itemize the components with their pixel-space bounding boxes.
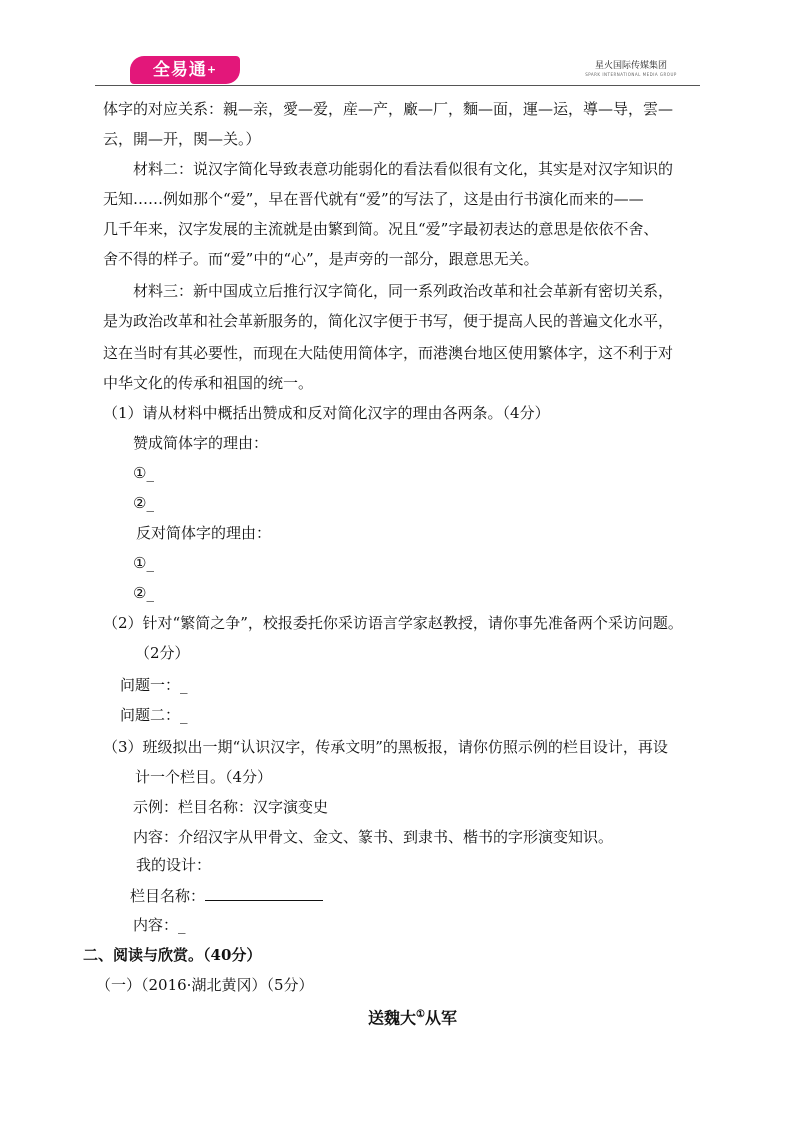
paragraph-line: 无知……例如那个“爱”，早在晋代就有“爱”的写法了，这是由行书演化而来的—— — [103, 190, 644, 208]
paragraph-line: 体字的对应关系：親—亲，愛—爱，産—产，廠—厂，麵—面，運—运，導—导，雲— — [103, 100, 674, 118]
brand-logo — [130, 56, 240, 84]
answer-blank: 内容：_ — [133, 916, 186, 934]
answer-blank: ①_ — [133, 464, 154, 482]
paragraph-line: 几千年来，汉字发展的主流就是由繁到简。况且“爱”字最初表达的意思是依依不舍、 — [103, 220, 659, 238]
section-heading: 二、阅读与欣赏。（40分） — [83, 946, 262, 964]
poem-title — [368, 1005, 457, 1028]
paragraph-line: 舍不得的样子。而“爱”中的“心”，是声旁的一部分，跟意思无关。 — [103, 250, 539, 268]
paragraph-line: 是为政治改革和社会革新服务的，简化汉字便于书写，便于提高人民的普遍文化水平， — [103, 312, 674, 330]
footnote-marker: ① — [416, 1009, 425, 1020]
brand-logo-star: + — [206, 63, 218, 76]
example-line: 内容：介绍汉字从甲骨文、金文、篆书、到隶书、楷书的字形演变知识。 — [133, 828, 614, 846]
paragraph-line: 材料二：说汉字简化导致表意功能弱化的看法看似很有文化，其实是对汉字知识的 — [133, 160, 674, 178]
answer-label: 赞成简体字的理由： — [133, 434, 269, 452]
header-divider — [95, 85, 700, 86]
answer-blank: ②_ — [133, 584, 154, 602]
design-column-name-label: 栏目名称： — [130, 887, 206, 905]
question-3: （3）班级拟出一期“认识汉字，传承文明”的黑板报，请你仿照示例的栏目设计，再设 — [103, 738, 668, 756]
question-1: （1）请从材料中概括出赞成和反对简化汉字的理由各两条。（4分） — [103, 404, 550, 422]
poem-title-pre: 送魏大 — [368, 1008, 417, 1028]
paragraph-line: 云，開—开，関—关。） — [103, 130, 261, 148]
question-3-cont: 计一个栏目。（4分） — [135, 768, 273, 786]
design-column-name — [130, 885, 323, 906]
answer-blank: 问题二：_ — [120, 706, 188, 724]
answer-label: 反对简体字的理由： — [136, 524, 272, 542]
fill-in-line — [205, 885, 323, 901]
poem-title-post: 从军 — [424, 1008, 457, 1028]
paragraph-line: 中华文化的传承和祖国的统一。 — [103, 374, 314, 392]
example-line: 示例：栏目名称：汉字演变史 — [133, 798, 329, 816]
group-name-en: SPARK INTERNATIONAL MEDIA GROUP — [585, 72, 677, 77]
question-2-score: （2分） — [135, 644, 190, 662]
subsection-heading: （一）（2016·湖北黄冈）（5分） — [96, 976, 314, 994]
group-name: 星火国际传媒集团 — [594, 61, 667, 71]
page-header — [0, 0, 800, 90]
answer-blank: ②_ — [133, 494, 154, 512]
question-2: （2）针对“繁简之争”，校报委托你采访语言学家赵教授，请你事先准备两个采访问题。 — [103, 614, 683, 632]
answer-blank: 问题一：_ — [120, 676, 188, 694]
paragraph-line: 这在当时有其必要性，而现在大陆使用简体字，而港澳台地区使用繁体字，这不利于对 — [103, 344, 674, 362]
design-label: 我的设计： — [136, 856, 212, 874]
answer-blank: ①_ — [133, 554, 154, 572]
brand-logo-text: 全易通 — [152, 60, 207, 80]
paragraph-line: 材料三：新中国成立后推行汉字简化，同一系列政治改革和社会革新有密切关系， — [133, 282, 674, 300]
